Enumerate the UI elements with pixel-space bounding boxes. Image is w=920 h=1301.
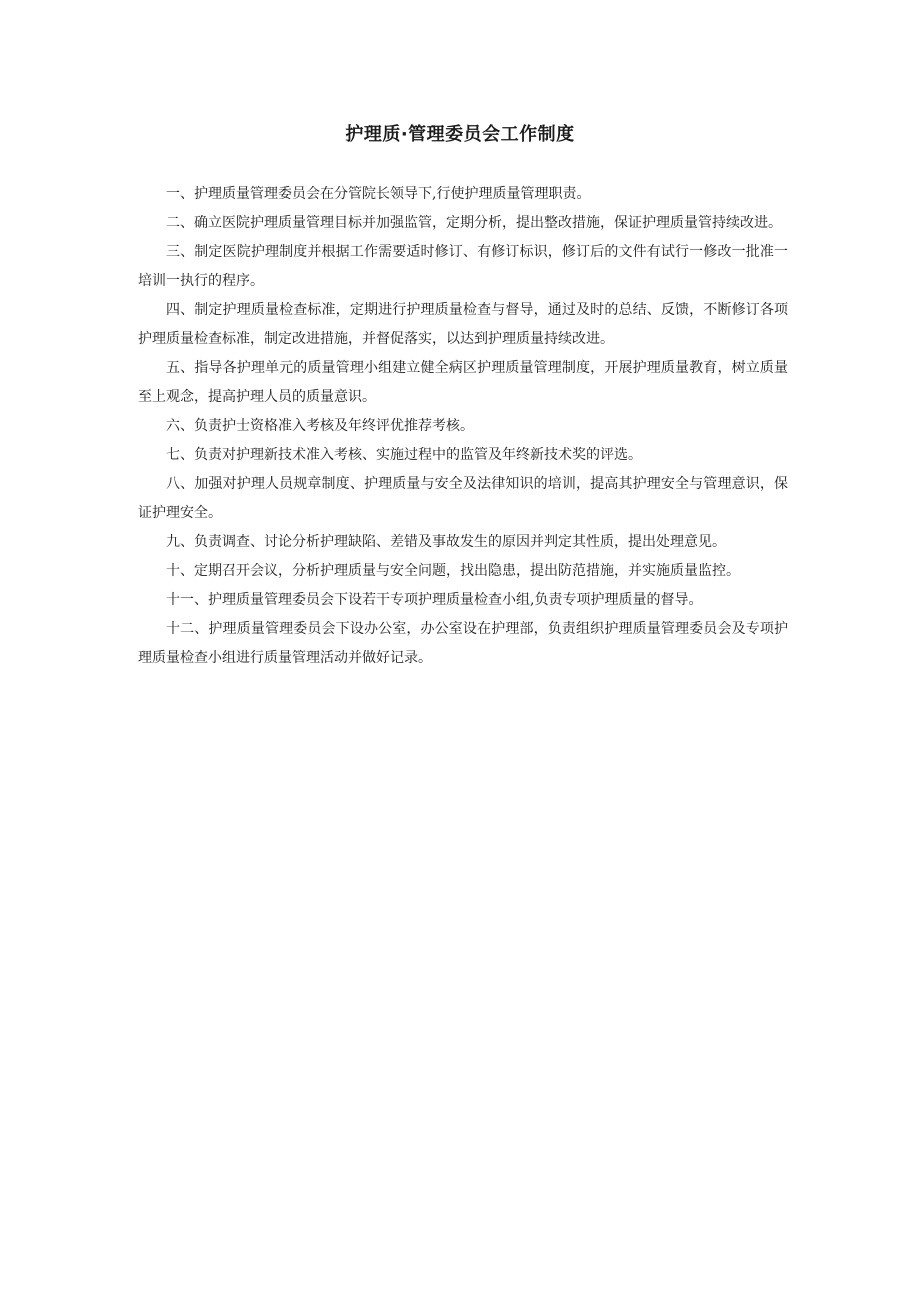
clause-10: 十、定期召开会议，分析护理质量与安全问题，找出隐患，提出防范措施，并实施质量监控。 [166, 563, 740, 579]
clause-12: 十二、护理质量管理委员会下设办公室，办公室设在护理部，负责组织护理质量管理委员会及专项护理质量检查小组进行质量管理活动并做好记录。 [138, 621, 788, 666]
clause-2: 二、确立医院护理质量管理目标并加强监管，定期分析，提出整改措施，保证护理质量管持续改进。 [166, 215, 782, 231]
clause-9: 九、负责调查、讨论分析护理缺陷、差错及事故发生的原因并判定其性质，提出处理意见。 [166, 534, 726, 550]
clause-5: 五、指导各护理单元的质量管理小组建立健全病区护理质量管理制度，开展护理质量教育，树立质量至上观念，提高护理人员的质量意识。 [138, 360, 788, 405]
clause-11: 十一、护理质量管理委员会下设若干专项护理质量检查小组,负责专项护理质量的督导。 [166, 592, 703, 608]
clause-6: 六、负责护士资格准入考核及年终评优推荐考核。 [166, 418, 474, 434]
clause-1: 一、护理质量管理委员会在分管院长领导下,行使护理质量管理职责。 [166, 186, 591, 202]
clause-7: 七、负责对护理新技术准入考核、实施过程中的监管及年终新技术奖的评选。 [166, 447, 642, 463]
clause-8: 八、加强对护理人员规章制度、护理质量与安全及法律知识的培训，提高其护理安全与管理意识，保证护理安全。 [138, 476, 788, 521]
document-body [138, 180, 788, 673]
document-title: 护理质·管理委员会工作制度 [345, 124, 575, 145]
clause-4: 四、制定护理质量检查标准，定期进行护理质量检查与督导，通过及时的总结、反馈，不断修订各项护理质量检查标准，制定改进措施，并督促落实，以达到护理质量持续改进。 [138, 302, 788, 347]
clause-3: 三、制定医院护理制度并根据工作需要适时修订、有修订标识，修订后的文件有试行一修改一批准一培训一执行的程序。 [138, 244, 788, 289]
